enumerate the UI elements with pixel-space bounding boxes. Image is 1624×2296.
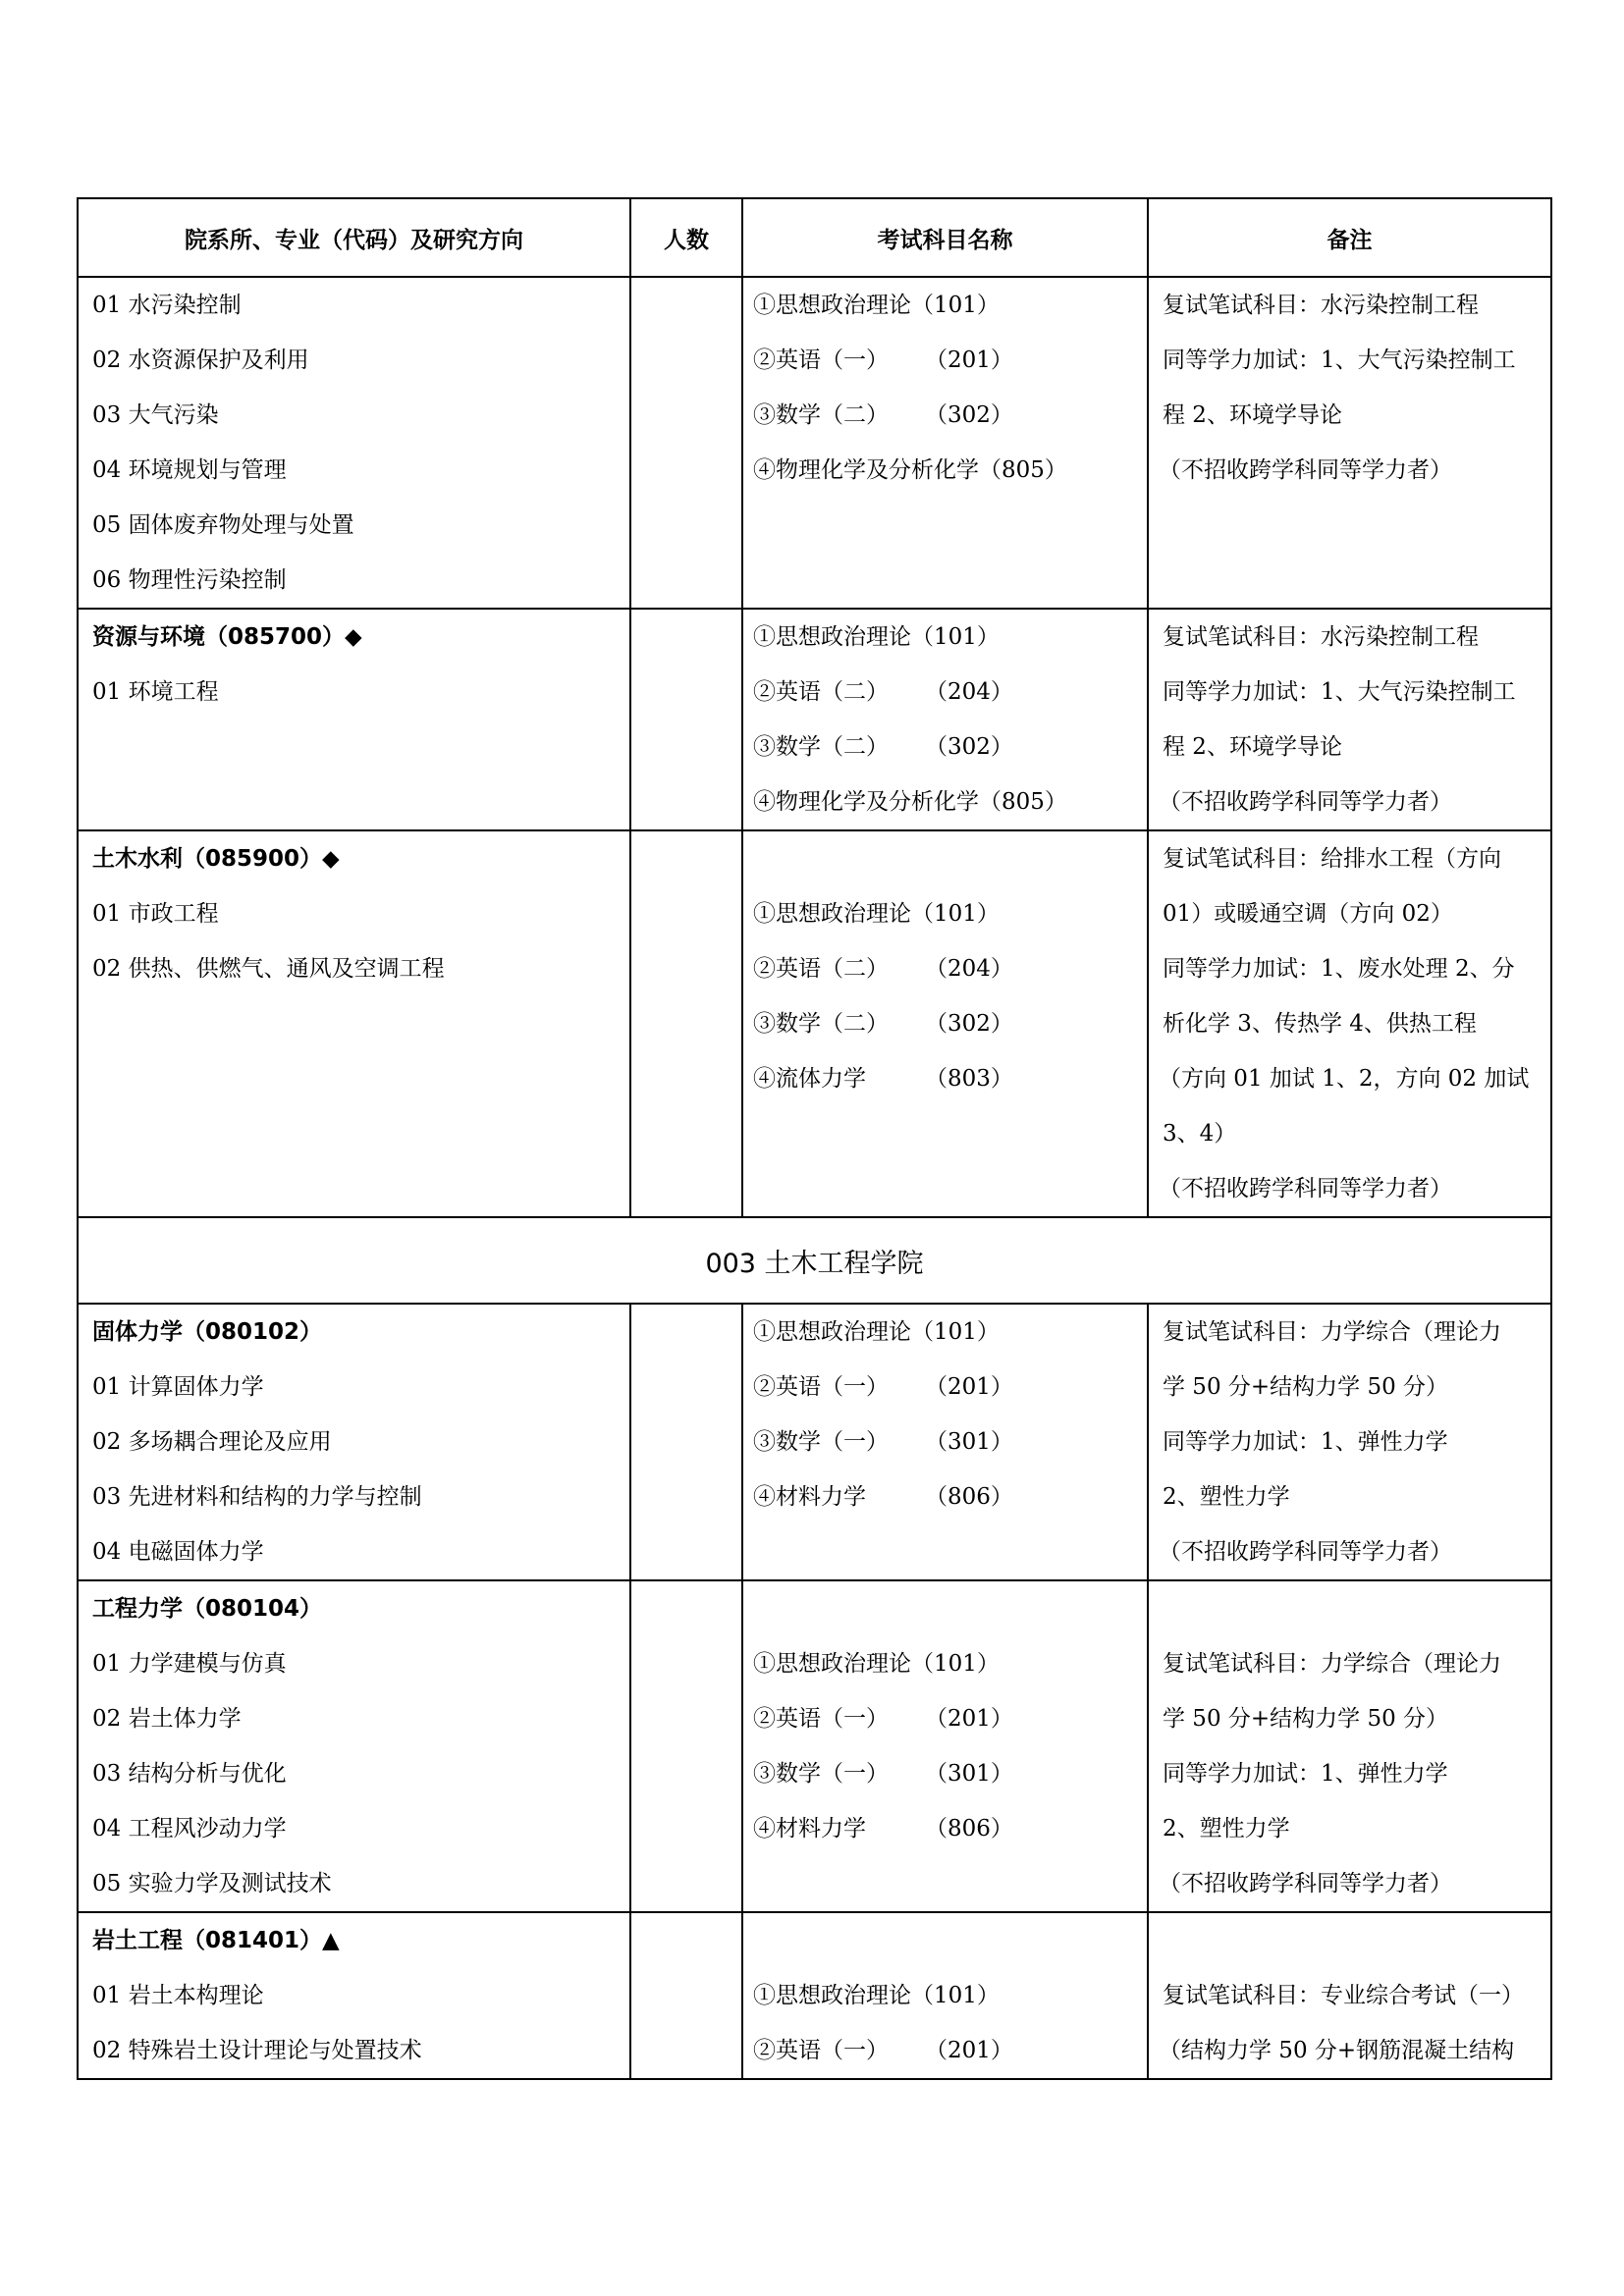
program-cell xyxy=(78,609,630,830)
subject-item: ②英语（一） （201） xyxy=(753,2038,1013,2063)
subject-item: ②英语（二） （204） xyxy=(753,956,1013,982)
direction-item: 01 环境工程 xyxy=(92,679,219,705)
program-title: 岩土工程（081401）▲ xyxy=(92,1928,340,1953)
table-row xyxy=(78,1304,1551,1580)
note-line: （不招收跨学科同等学力者） xyxy=(1159,457,1452,483)
direction-item: 01 岩土本构理论 xyxy=(92,1983,264,2008)
notes-cell xyxy=(1148,1912,1551,2079)
note-line: 2、塑性力学 xyxy=(1163,1816,1290,1842)
program-cell xyxy=(78,1304,630,1580)
subject-item: ①思想政治理论（101） xyxy=(753,624,1000,650)
direction-item: 01 计算固体力学 xyxy=(92,1374,264,1400)
program-cell xyxy=(78,1580,630,1912)
notes-cell xyxy=(1148,830,1551,1217)
direction-item: 04 环境规划与管理 xyxy=(92,457,287,483)
note-line: 复试笔试科目：水污染控制工程 xyxy=(1163,624,1479,650)
note-line: 复试笔试科目：专业综合考试（一） xyxy=(1163,1983,1524,2008)
subject-item: ③数学（二） （302） xyxy=(753,1011,1013,1037)
subject-item: ①思想政治理论（101） xyxy=(753,1983,1000,2008)
direction-item: 01 力学建模与仿真 xyxy=(92,1651,287,1677)
subject-item: ④材料力学 （806） xyxy=(753,1484,1013,1510)
count-cell xyxy=(630,277,742,609)
subject-item: ③数学（二） （302） xyxy=(753,402,1013,428)
note-line: （不招收跨学科同等学力者） xyxy=(1159,789,1452,815)
section-title: 003 土木工程学院 xyxy=(78,1217,1551,1304)
direction-item: 02 供热、供燃气、通风及空调工程 xyxy=(92,956,445,982)
count-cell xyxy=(630,609,742,830)
note-line: 同等学力加试：1、废水处理 2、分 xyxy=(1163,956,1515,982)
program-title: 固体力学（080102） xyxy=(92,1319,323,1345)
direction-item: 02 多场耦合理论及应用 xyxy=(92,1429,332,1455)
subject-item: ①思想政治理论（101） xyxy=(753,1651,1000,1677)
program-title: 资源与环境（085700）◆ xyxy=(92,624,362,650)
direction-item: 03 结构分析与优化 xyxy=(92,1761,287,1787)
header-subjects: 考试科目名称 xyxy=(742,198,1148,277)
subject-item: ①思想政治理论（101） xyxy=(753,1319,1000,1345)
direction-item: 04 电磁固体力学 xyxy=(92,1539,264,1565)
notes-cell xyxy=(1148,277,1551,609)
subject-item: ②英语（一） （201） xyxy=(753,1706,1013,1732)
subjects-cell xyxy=(742,830,1148,1217)
program-cell xyxy=(78,830,630,1217)
note-line: 复试笔试科目：力学综合（理论力 xyxy=(1163,1319,1501,1345)
note-line: 复试笔试科目：给排水工程（方向 xyxy=(1163,846,1501,872)
table-row xyxy=(78,277,1551,609)
count-cell xyxy=(630,1580,742,1912)
direction-item: 05 实验力学及测试技术 xyxy=(92,1871,332,1896)
note-line: （不招收跨学科同等学力者） xyxy=(1159,1176,1452,1201)
note-line: 01）或暖通空调（方向 02） xyxy=(1163,901,1453,927)
section-row xyxy=(78,1217,1551,1304)
subjects-cell xyxy=(742,1580,1148,1912)
count-cell xyxy=(630,830,742,1217)
program-cell xyxy=(78,277,630,609)
header-program: 院系所、专业（代码）及研究方向 xyxy=(78,198,630,277)
note-line: 同等学力加试：1、弹性力学 xyxy=(1163,1429,1448,1455)
note-line: （结构力学 50 分+钢筋混凝土结构 xyxy=(1159,2038,1515,2063)
direction-item: 03 大气污染 xyxy=(92,402,219,428)
subject-item: ①思想政治理论（101） xyxy=(753,293,1000,318)
program-title: 工程力学（080104） xyxy=(92,1596,323,1622)
subject-item: ②英语（一） （201） xyxy=(753,347,1013,373)
header-count: 人数 xyxy=(630,198,742,277)
admissions-table xyxy=(77,197,1552,2080)
notes-cell xyxy=(1148,609,1551,830)
table-row xyxy=(78,609,1551,830)
subject-item: ④流体力学 （803） xyxy=(753,1066,1013,1092)
direction-item: 02 特殊岩土设计理论与处置技术 xyxy=(92,2038,422,2063)
subjects-cell xyxy=(742,1912,1148,2079)
note-line: 学 50 分+结构力学 50 分） xyxy=(1163,1706,1449,1732)
subject-item: ③数学（一） （301） xyxy=(753,1429,1013,1455)
subject-item: ①思想政治理论（101） xyxy=(753,901,1000,927)
subject-item: ③数学（一） （301） xyxy=(753,1761,1013,1787)
count-cell xyxy=(630,1304,742,1580)
program-title: 土木水利（085900）◆ xyxy=(92,846,340,872)
direction-item: 01 市政工程 xyxy=(92,901,219,927)
subject-item: ②英语（二） （204） xyxy=(753,679,1013,705)
count-cell xyxy=(630,1912,742,2079)
note-line: 程 2、环境学导论 xyxy=(1163,734,1342,760)
notes-cell xyxy=(1148,1580,1551,1912)
direction-item: 02 水资源保护及利用 xyxy=(92,347,309,373)
direction-item: 01 水污染控制 xyxy=(92,293,242,318)
note-line: 3、4） xyxy=(1163,1121,1237,1147)
header-row xyxy=(78,198,1551,277)
note-line: 同等学力加试：1、大气污染控制工 xyxy=(1163,347,1516,373)
subject-item: ④物理化学及分析化学（805） xyxy=(753,457,1067,483)
note-line: （不招收跨学科同等学力者） xyxy=(1159,1871,1452,1896)
note-line: （方向 01 加试 1、2，方向 02 加试 xyxy=(1159,1066,1530,1092)
note-line: 复试笔试科目：水污染控制工程 xyxy=(1163,293,1479,318)
note-line: 同等学力加试：1、大气污染控制工 xyxy=(1163,679,1516,705)
table-row xyxy=(78,1580,1551,1912)
subjects-cell xyxy=(742,277,1148,609)
note-line: 析化学 3、传热学 4、供热工程 xyxy=(1163,1011,1477,1037)
subject-item: ③数学（二） （302） xyxy=(753,734,1013,760)
subject-item: ②英语（一） （201） xyxy=(753,1374,1013,1400)
direction-item: 04 工程风沙动力学 xyxy=(92,1816,287,1842)
direction-item: 06 物理性污染控制 xyxy=(92,567,287,593)
notes-cell xyxy=(1148,1304,1551,1580)
note-line: 学 50 分+结构力学 50 分） xyxy=(1163,1374,1449,1400)
note-line: 复试笔试科目：力学综合（理论力 xyxy=(1163,1651,1501,1677)
direction-item: 02 岩土体力学 xyxy=(92,1706,242,1732)
direction-item: 05 固体废弃物处理与处置 xyxy=(92,512,354,538)
subject-item: ④物理化学及分析化学（805） xyxy=(753,789,1067,815)
program-cell xyxy=(78,1912,630,2079)
note-line: 同等学力加试：1、弹性力学 xyxy=(1163,1761,1448,1787)
header-notes: 备注 xyxy=(1148,198,1551,277)
note-line: 程 2、环境学导论 xyxy=(1163,402,1342,428)
table-row xyxy=(78,1912,1551,2079)
note-line: （不招收跨学科同等学力者） xyxy=(1159,1539,1452,1565)
subject-item: ④材料力学 （806） xyxy=(753,1816,1013,1842)
subjects-cell xyxy=(742,609,1148,830)
note-line: 2、塑性力学 xyxy=(1163,1484,1290,1510)
direction-item: 03 先进材料和结构的力学与控制 xyxy=(92,1484,422,1510)
subjects-cell xyxy=(742,1304,1148,1580)
table-row xyxy=(78,830,1551,1217)
